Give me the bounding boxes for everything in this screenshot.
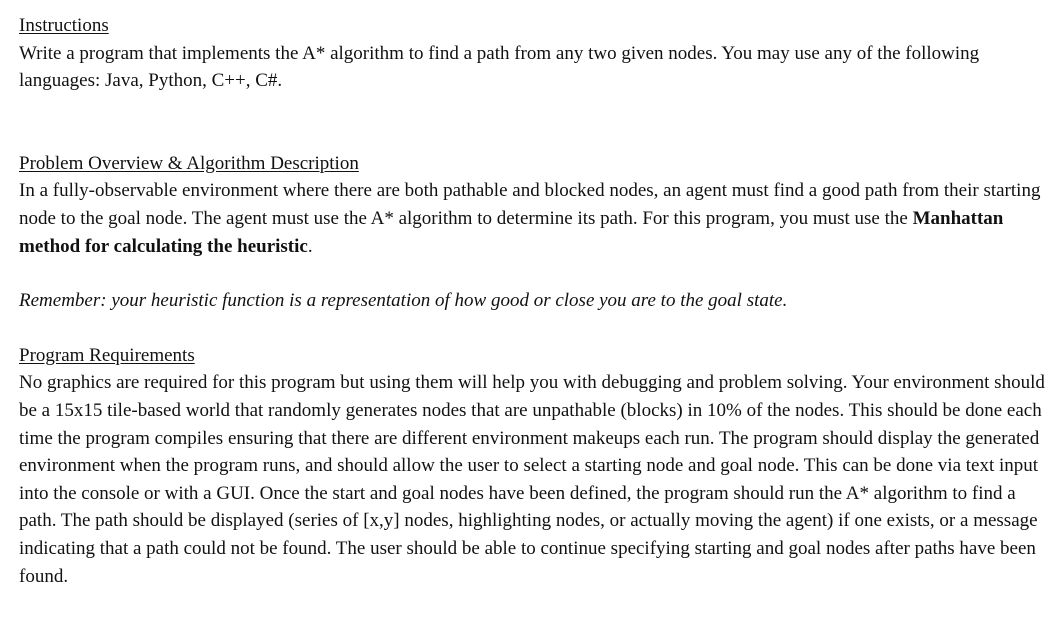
overview-section [19,150,1055,315]
overview-body-start: In a fully-observable environment where there are both pathable and blocked nodes, an agent must find a good path from their starting node to the goal node. The agent must use the A* algorithm to determine its path. For this program, you must use the [19,180,1041,229]
instructions-body: Write a program that implements the A* algorithm to find a path from any two given nodes. You may use any of the following languages: Java, Python, C++, C#. [19,42,980,92]
spacer [19,95,1055,150]
overview-body [19,177,1055,260]
requirements-section [19,342,1055,590]
requirements-heading: Program Requirements [19,344,195,366]
spacer [19,260,1055,287]
remember-note [19,287,1055,315]
overview-heading: Problem Overview & Algorithm Description [19,152,359,174]
overview-body-end: . [307,235,313,257]
overview-body-bold: Manhattan method for calculating the heuristic [19,207,1004,257]
instructions-section [19,12,1055,95]
spacer [19,315,1055,342]
remember-text: Remember: your heuristic function is a representation of how good or close you are to the goal state. [19,290,788,312]
instructions-heading: Instructions [19,15,109,36]
requirements-body: No graphics are required for this program but using them will help you with debugging and problem solving. Your environment should be a 15x15 tile-based world that randomly generates nodes that are unpathable (blocks) in 10% of the nodes. This should be done each time the program compiles ensuring that there are different environment makeups each run. The program should display the generated environment when the program runs, and should allow the user to select a starting node and goal node. This can be done via text input into the console or with a GUI. Once the start and goal nodes have been defined, the program should run the A* algorithm to find a path. The path should be displayed (series of [x,y] nodes, highlighting nodes, or actually moving the agent) if one exists, or a message indicating that a path could not be found. The user should be able to continue specifying starting and goal nodes after paths have been found. [19,372,1045,587]
document-page [19,12,1055,590]
